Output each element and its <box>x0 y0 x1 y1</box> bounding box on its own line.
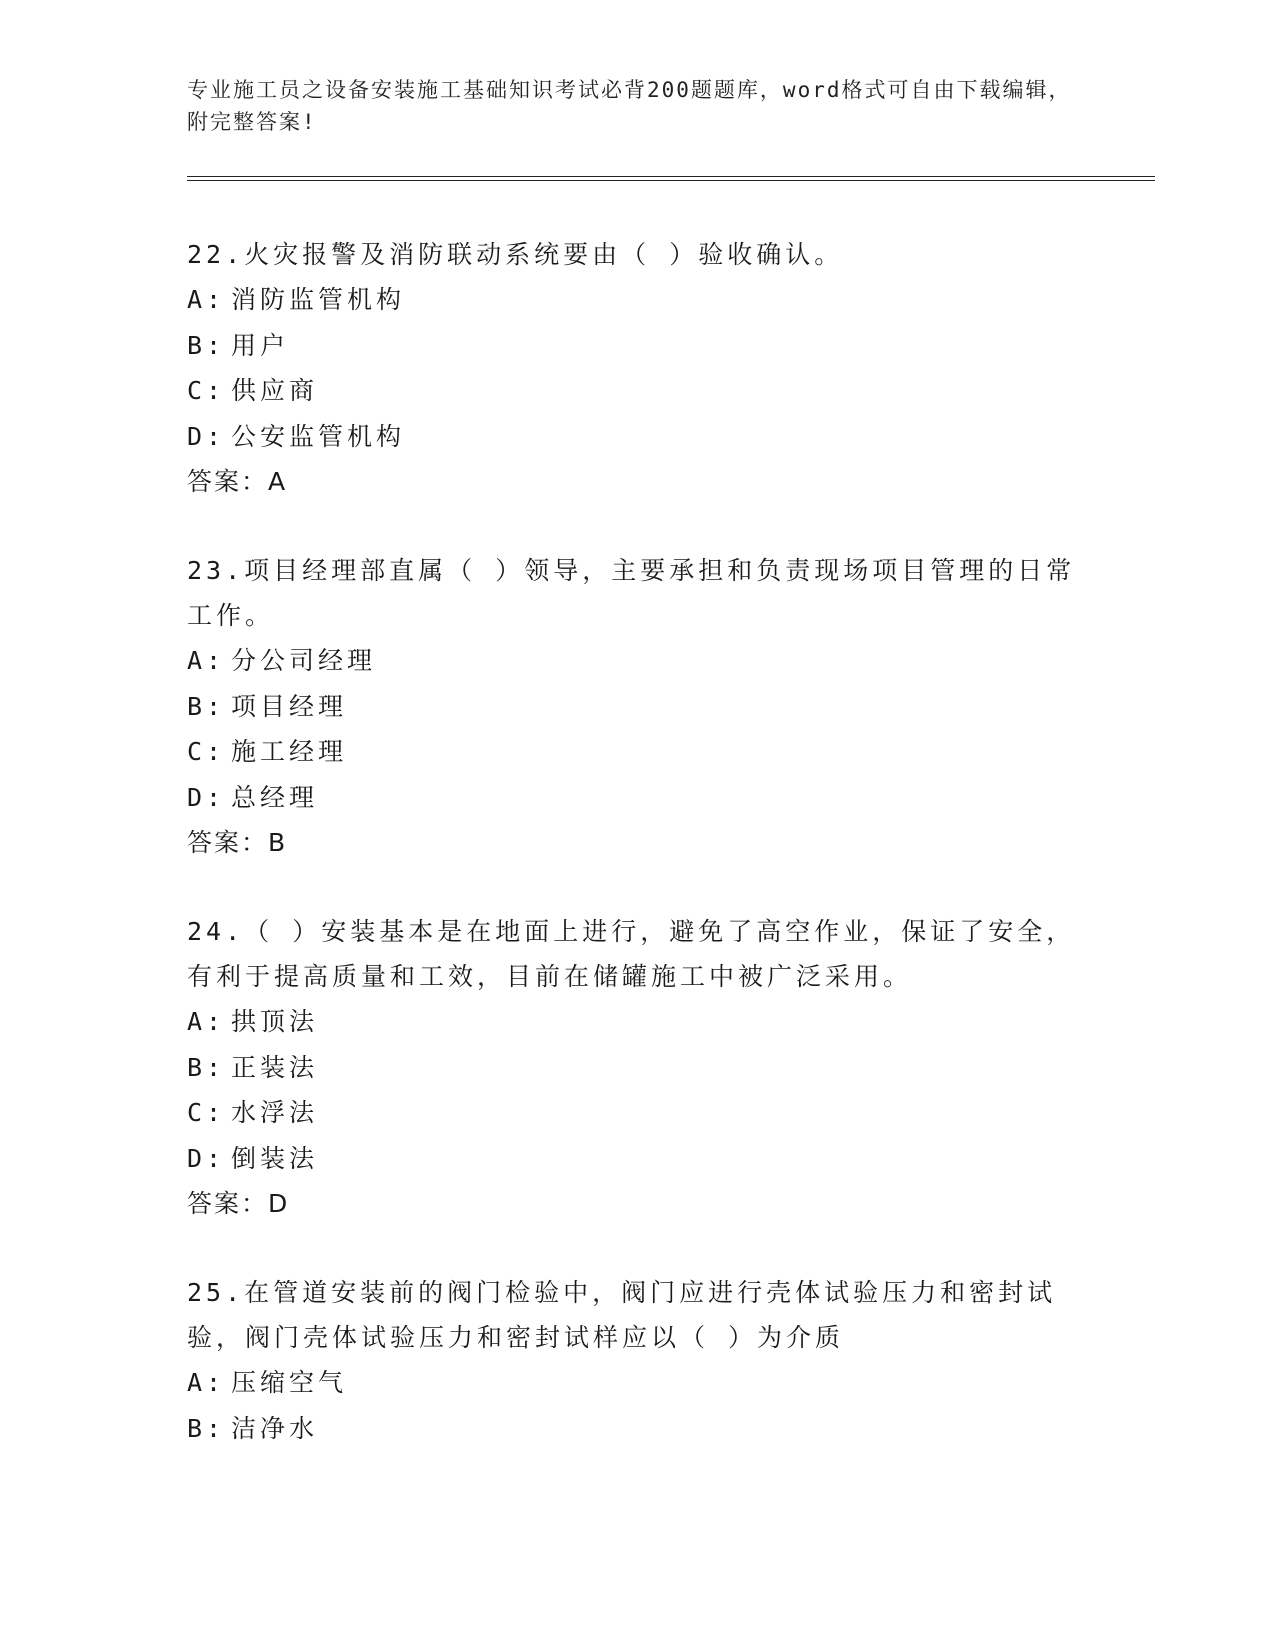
option-key: C: <box>187 376 226 405</box>
option-d <box>187 775 1087 821</box>
option-key: A: <box>187 646 226 675</box>
option-key: C: <box>187 737 226 766</box>
option-c <box>187 729 1087 775</box>
question-stem: 25.在管道安装前的阀门检验中，阀门应进行壳体试验压力和密封试验，阀门壳体试验压力和密封试样应以（ ）为介质 <box>187 1278 1057 1352</box>
question-22 <box>187 232 1087 504</box>
option-a <box>187 638 1087 684</box>
header-divider <box>187 176 1155 181</box>
question-stem: 24.（ ）安装基本是在地面上进行，避免了高空作业，保证了安全，有利于提高质量和工效，目前在储罐施工中被广泛采用。 <box>187 917 1076 991</box>
option-text: 压缩空气 <box>231 1368 348 1397</box>
option-c <box>187 1090 1087 1136</box>
document-header: 专业施工员之设备安装施工基础知识考试必背200题题库，word格式可自由下载编辑，附完整答案! <box>187 78 1072 134</box>
option-key: A: <box>187 285 226 314</box>
option-key: B: <box>187 691 226 721</box>
option-text: 供应商 <box>231 376 319 405</box>
question-23 <box>187 548 1087 865</box>
answer-line: 答案：A <box>187 467 288 496</box>
option-b <box>187 1045 1087 1091</box>
option-c <box>187 368 1087 414</box>
option-text: 消防监管机构 <box>231 285 406 314</box>
option-text: 拱顶法 <box>231 1007 319 1036</box>
option-text: 洁净水 <box>231 1413 319 1443</box>
option-key: D: <box>187 1143 226 1173</box>
option-text: 正装法 <box>231 1052 319 1082</box>
option-key: B: <box>187 1052 226 1082</box>
option-key: D: <box>187 421 226 451</box>
answer-line: 答案：D <box>187 1189 290 1218</box>
option-text: 公安监管机构 <box>231 421 406 451</box>
option-d <box>187 414 1087 460</box>
option-a <box>187 1360 1087 1406</box>
option-text: 项目经理 <box>231 691 348 721</box>
question-25 <box>187 1270 1087 1451</box>
option-text: 倒装法 <box>231 1143 319 1173</box>
option-key: C: <box>187 1098 226 1127</box>
question-stem: 23.项目经理部直属（ ）领导，主要承担和负责现场项目管理的日常工作。 <box>187 556 1076 630</box>
option-b <box>187 1406 1087 1452</box>
option-b <box>187 684 1087 730</box>
option-key: B: <box>187 330 226 360</box>
option-text: 分公司经理 <box>231 646 377 675</box>
question-list <box>187 232 1087 1495</box>
answer-line: 答案：B <box>187 828 288 857</box>
option-text: 用户 <box>231 330 290 360</box>
question-stem: 22.火灾报警及消防联动系统要由（ ）验收确认。 <box>187 240 844 269</box>
question-24 <box>187 909 1087 1226</box>
option-d <box>187 1136 1087 1182</box>
option-b <box>187 323 1087 369</box>
option-key: B: <box>187 1413 226 1443</box>
option-text: 水浮法 <box>231 1098 319 1127</box>
option-a <box>187 999 1087 1045</box>
option-key: A: <box>187 1368 226 1397</box>
option-a <box>187 277 1087 323</box>
option-text: 总经理 <box>231 782 319 812</box>
option-text: 施工经理 <box>231 737 348 766</box>
option-key: D: <box>187 782 226 812</box>
option-key: A: <box>187 1007 226 1036</box>
